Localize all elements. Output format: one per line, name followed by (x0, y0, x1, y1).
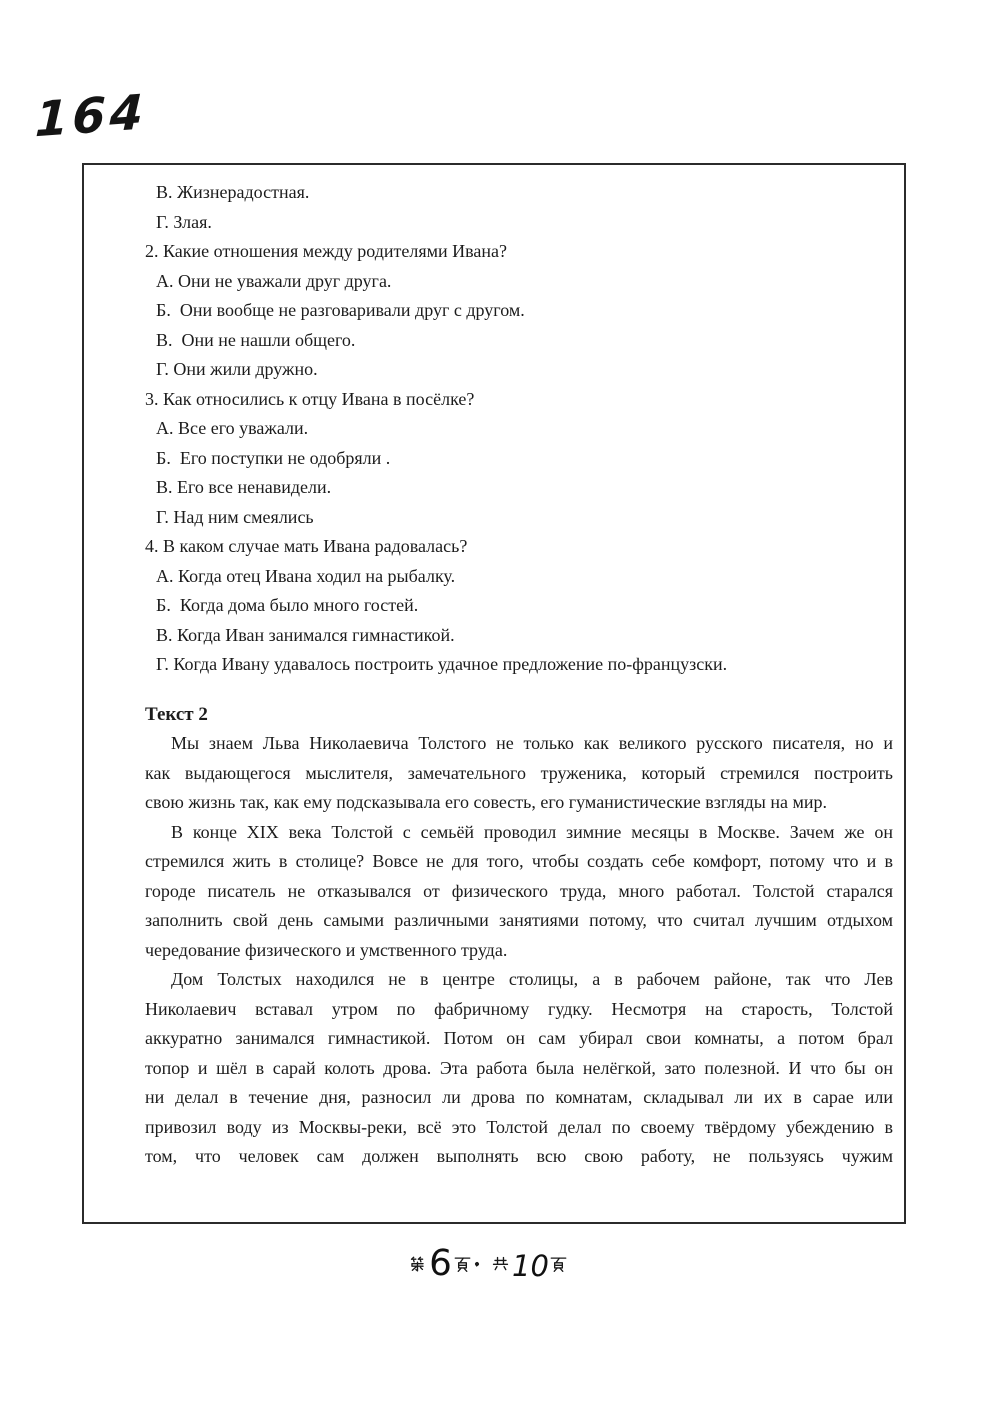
answer-option: Г. Злая. (156, 211, 212, 232)
passage-line: В конце XIX века Толстой с семьёй проводил зимние месяцы в Москве. Зачем же он (171, 821, 893, 842)
answer-option: Г. Они жили дружно. (156, 359, 318, 379)
question-text: 4. В каком случае мать Ивана радовалась? (145, 536, 468, 556)
cjk-gong-glyph (492, 1256, 509, 1273)
cjk-ye2-glyph (550, 1256, 567, 1273)
answer-option: В. Они не нашли общего. (156, 329, 356, 350)
passage-line: свою жизнь так, как ему подсказывала его совесть, его гуманистические взгляды на мир. (145, 792, 828, 812)
passage-line: привозил воду из Москвы-реки, всё это Толстой делал по своему твёрдому убеждению в (145, 1116, 893, 1137)
answer-option: А. Когда отец Ивана ходил на рыбалку. (156, 565, 456, 586)
cjk-di-glyph (409, 1256, 426, 1273)
answer-option: Г. Над ним смеялись (156, 506, 314, 527)
handwritten-page-number: 164 (34, 84, 148, 149)
passage-line: аккуратно занимался гимнастикой. Потом он сам убирал свои комнаты, а потом брал (145, 1028, 893, 1048)
answer-option: В. Его все ненавидели. (156, 477, 332, 497)
cjk-comma-glyph (472, 1258, 486, 1278)
passage-line: ни делал в течение дня, разносил ли дрова по комнатам, складывал ли их в сарае или (145, 1087, 893, 1107)
quiz-section (84, 165, 904, 680)
handwritten-current-page: 6 (428, 1242, 454, 1285)
passage-line: чередование физического и умственного труда. (145, 939, 508, 960)
text2-heading: Текст 2 (145, 703, 208, 725)
passage-line: том, что человек сам должен выполнять всю свою работу, не пользуясь чужим (145, 1146, 893, 1166)
passage-line: топор и шёл в сарай колоть дрова. Эта работа была нелёгкой, зато полезной. И что бы он (145, 1057, 893, 1078)
passage-line: стремился жить в столице? Вовсе не для того, чтобы создать себе комфорт, потому что и в (145, 851, 893, 871)
question-text: 3. Как относились к отцу Ивана в посёлке? (145, 388, 475, 409)
passage-line: городе писатель не отказывался от физического труда, много работал. Толстой старался (145, 880, 893, 901)
passage-line: заполнить свой день самыми различными занятиями потому, что считал лучшим отдыхом (145, 910, 893, 930)
answer-option: А. Они не уважали друг друга. (156, 270, 392, 291)
reading-passage (145, 729, 893, 1172)
page-footer (0, 1238, 984, 1285)
answer-option: В. Жизнерадостная. (156, 182, 310, 202)
content-border-box (82, 163, 906, 1224)
answer-option: Г. Когда Ивану удавалось построить удачное предложение по-французски. (156, 654, 728, 674)
answer-option: Б. Когда дома было много гостей. (156, 595, 419, 615)
passage-line: Мы знаем Льва Николаевича Толстого не только как великого русского писателя, но и (171, 733, 893, 753)
passage-line: Дом Толстых находился не в центре столицы, а в рабочем районе, так что Лев (171, 969, 893, 989)
cjk-ye-glyph (454, 1256, 471, 1273)
answer-option: В. Когда Иван занимался гимнастикой. (156, 624, 455, 645)
passage-line: Николаевич вставал утром по фабричному гудку. Несмотря на старость, Толстой (145, 998, 893, 1019)
answer-option: Б. Они вообще не разговаривали друг с другом. (156, 300, 525, 320)
question-text: 2. Какие отношения между родителями Ивана? (145, 241, 508, 261)
answer-option: А. Все его уважали. (156, 418, 309, 438)
answer-option: Б. Его поступки не одобряли . (156, 447, 391, 468)
handwritten-total-pages: 10 (512, 1249, 549, 1283)
passage-line: как выдающегося мыслителя, замечательного труженика, который стремился построить (145, 762, 893, 783)
